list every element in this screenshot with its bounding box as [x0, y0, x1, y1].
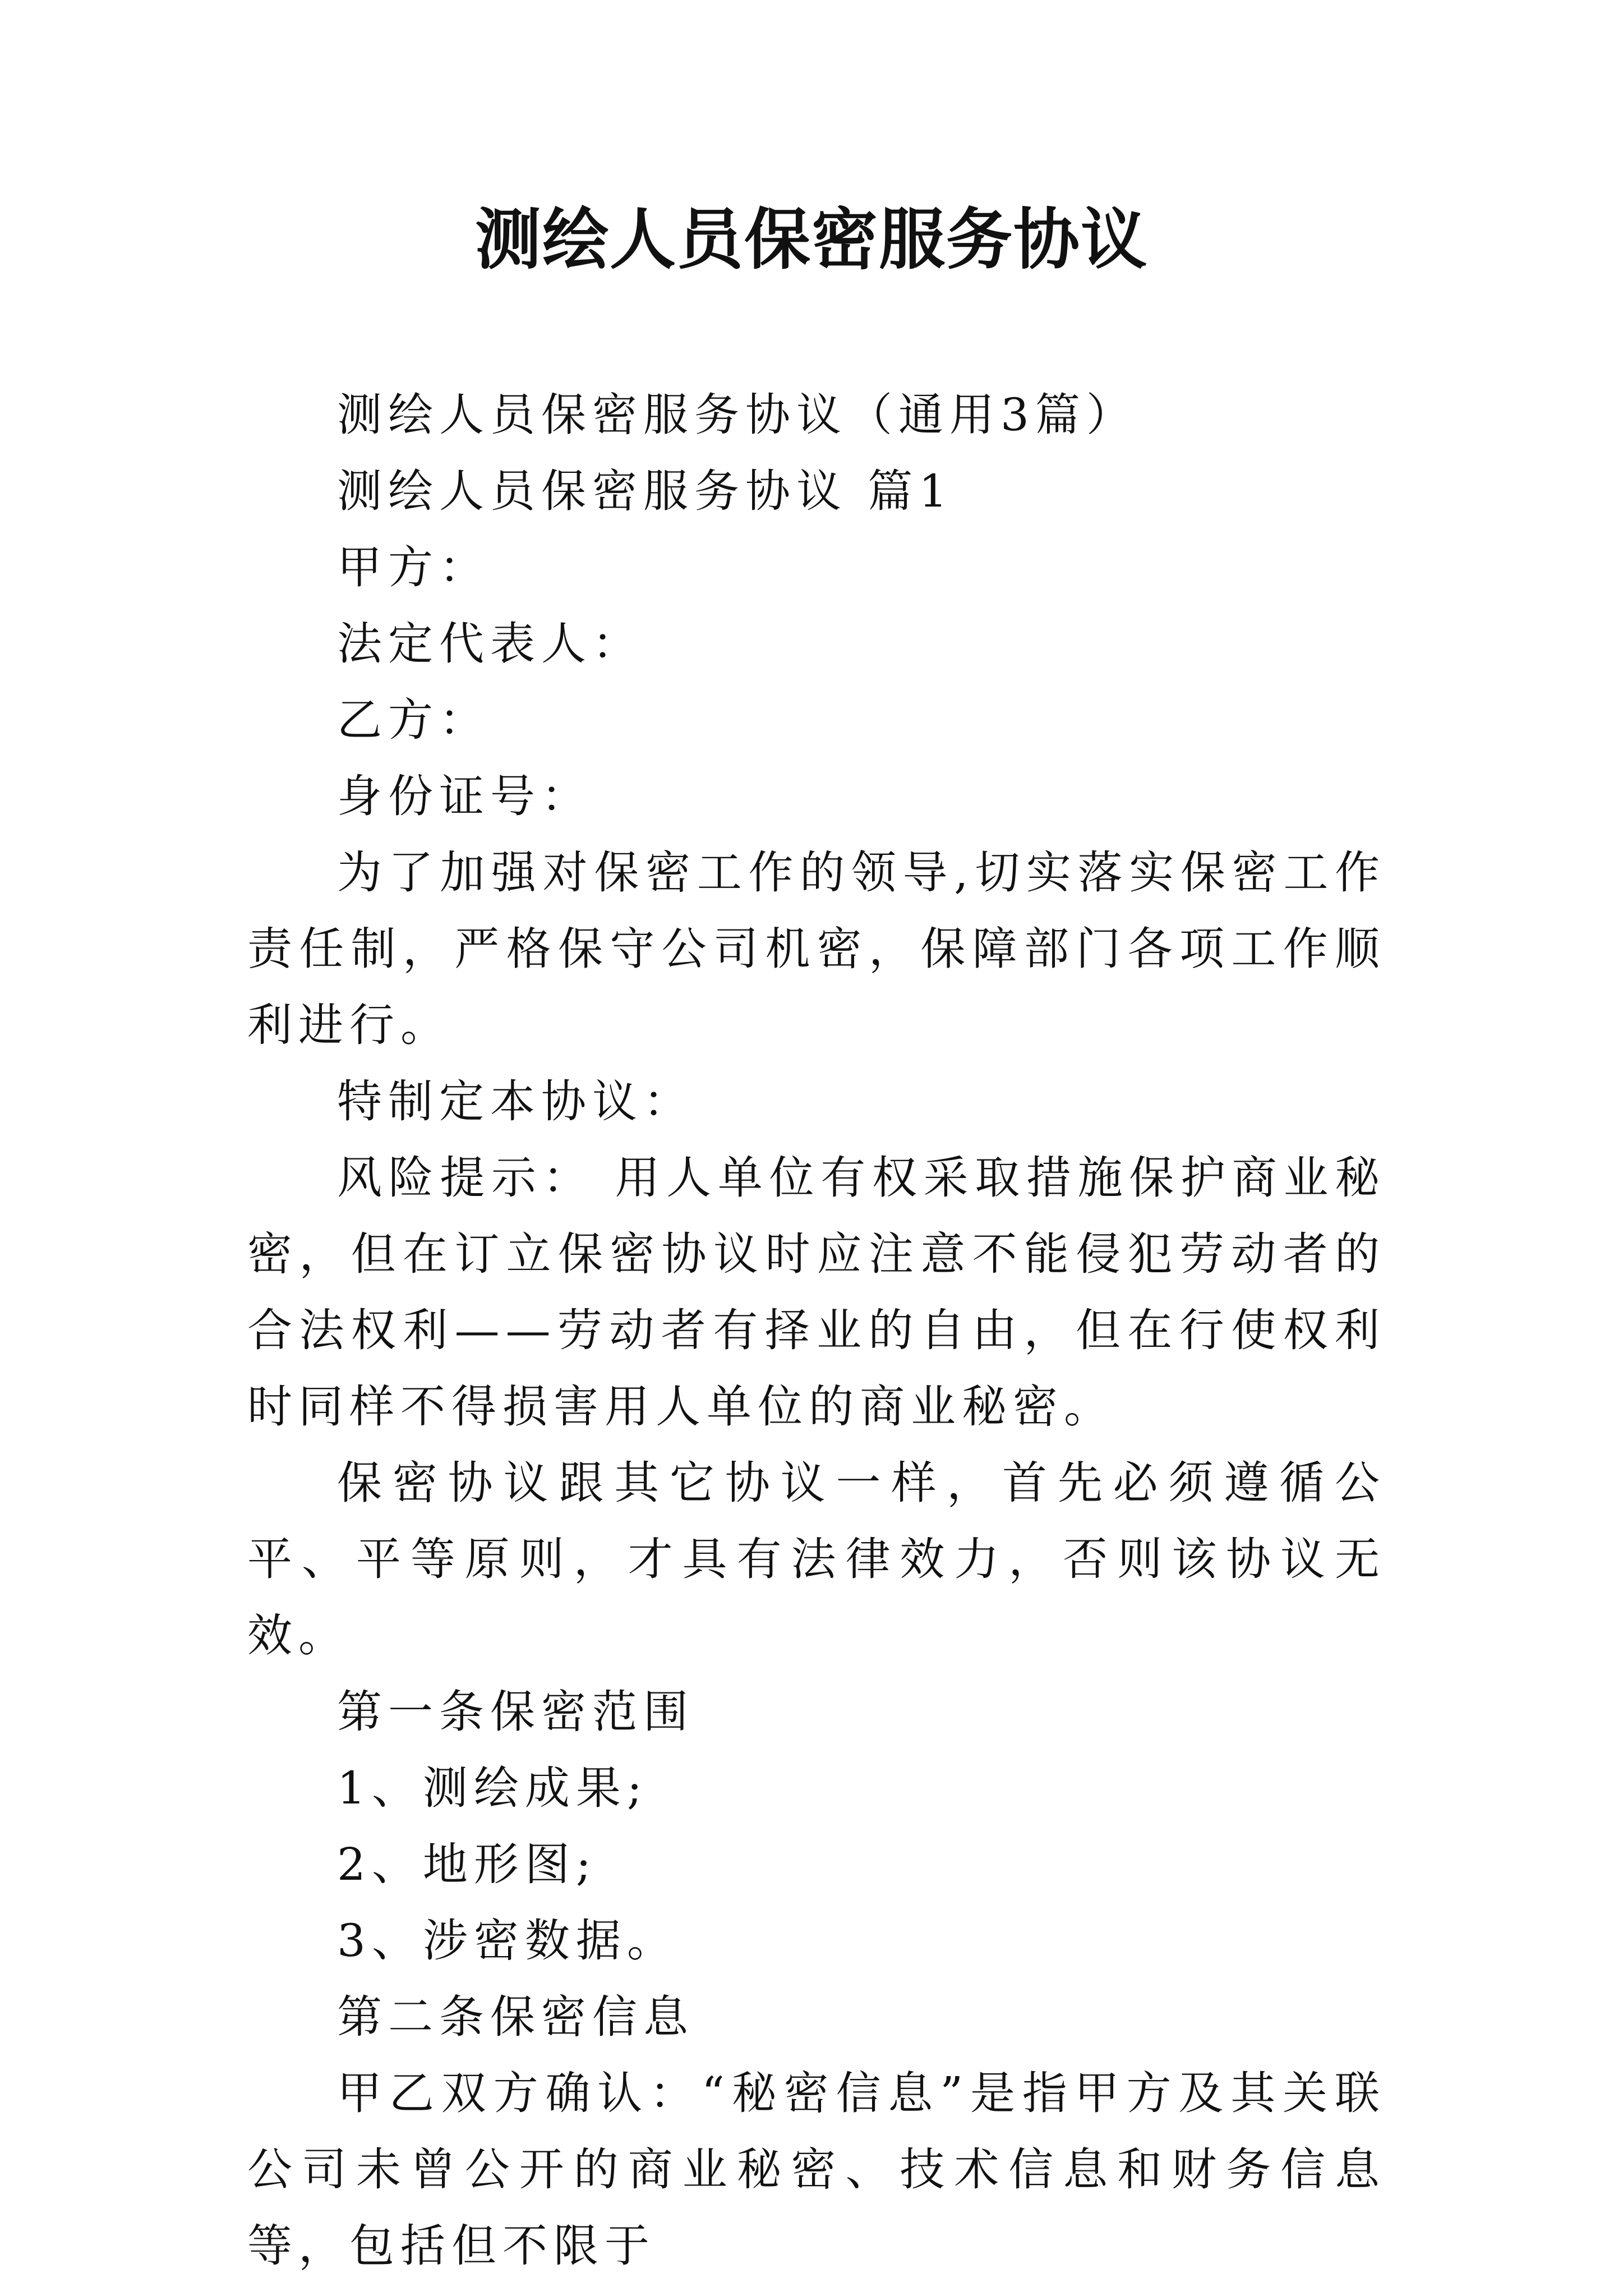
- paragraph-party-b: 乙方：: [337, 694, 490, 746]
- paragraph-agreement-intro: 特制定本协议：: [337, 1075, 694, 1128]
- paragraph-risk-warning: 风险提示： 用人单位有权采取措施保护商业秘密，但在订立保密协议时应注意不能侵犯劳动者的合法权利——劳动者有择业的自由，但在行使权利时同样不得损害用人单位的商业秘密。: [247, 1152, 1386, 1433]
- paragraph-article-1-heading: 第一条保密范围: [337, 1686, 694, 1738]
- document-body: [247, 377, 1386, 2284]
- paragraph-party-a: 甲方：: [337, 541, 490, 593]
- document-title: 测绘人员保密服务协议: [474, 200, 1148, 278]
- paragraph-scope-item-1: 1、测绘成果;: [337, 1762, 648, 1814]
- paragraph-legal-representative: 法定代表人：: [337, 618, 643, 670]
- paragraph-scope-item-2: 2、地形图;: [337, 1838, 597, 1890]
- paragraph-purpose: 为了加强对保密工作的领导,切实落实保密工作责任制，严格保守公司机密，保障部门各项工作顺利进行。: [247, 846, 1386, 1051]
- paragraph-scope-item-3: 3、涉密数据。: [337, 1915, 678, 1967]
- paragraph-fairness-principle: 保密协议跟其它协议一样，首先必须遵循公平、平等原则，才具有法律效力，否则该协议无效。: [247, 1457, 1386, 1662]
- paragraph-subtitle: 测绘人员保密服务协议（通用3篇）: [337, 389, 1137, 441]
- paragraph-id-number: 身份证号：: [337, 770, 592, 822]
- paragraph-article-2-heading: 第二条保密信息: [337, 1991, 694, 2043]
- paragraph-part-heading: 测绘人员保密服务协议 篇1: [337, 465, 954, 517]
- paragraph-confidential-info-definition: 甲乙双方确认：“秘密信息”是指甲方及其关联公司未曾公开的商业秘密、技术信息和财务信息等，包括但不限于: [247, 2067, 1386, 2272]
